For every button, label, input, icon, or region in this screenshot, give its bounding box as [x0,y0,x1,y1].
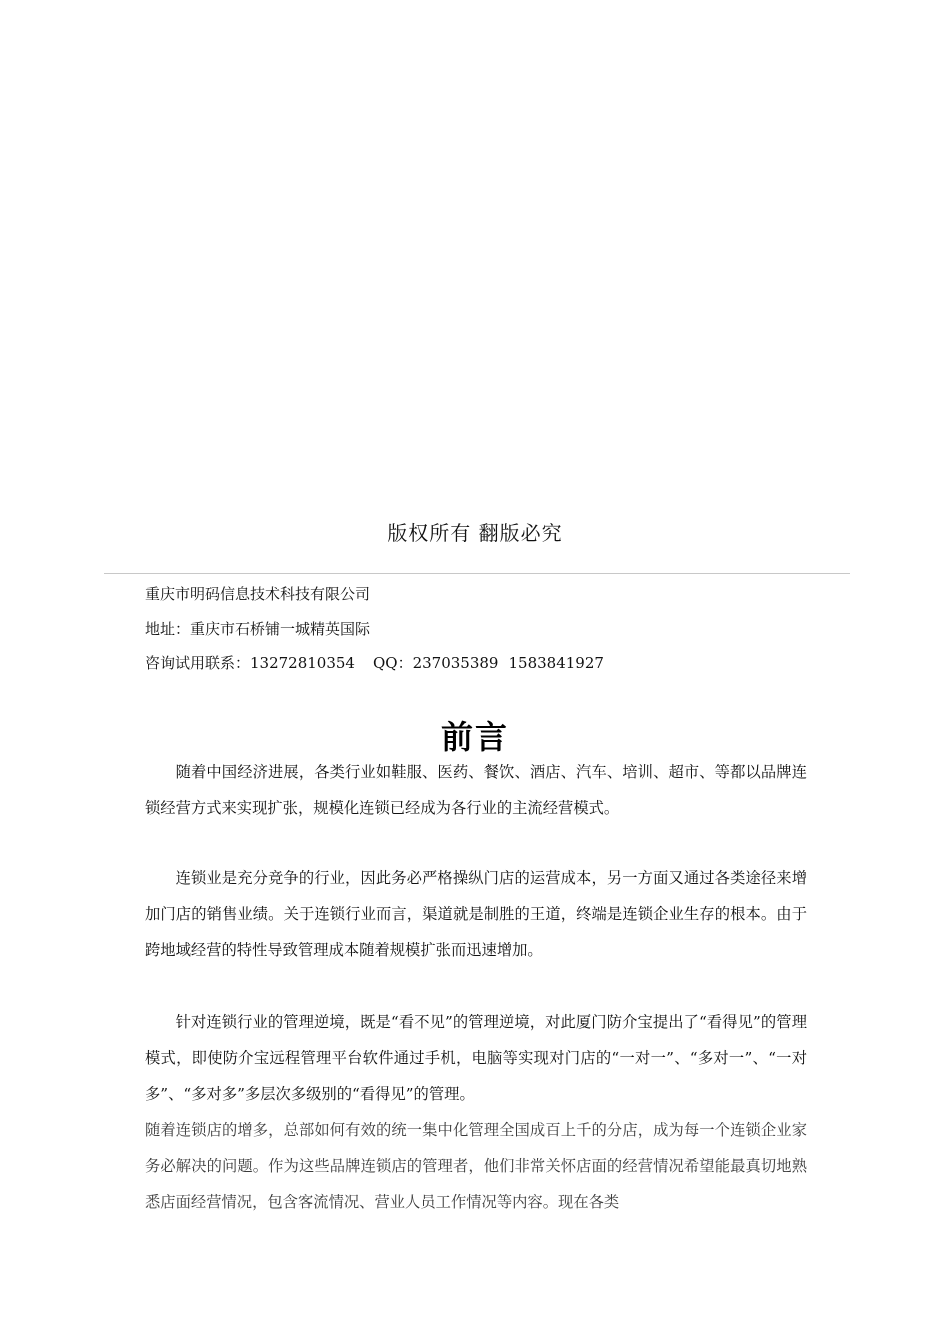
preface-paragraph-1: 随着中国经济进展，各类行业如鞋服、医药、餐饮、酒店、汽车、培训、超市、等都以品牌连锁经营方式来实现扩张，规模化连锁已经成为各行业的主流经营模式。 [145,763,807,817]
contact-phone-2: 1583841927 [508,654,604,672]
divider-line [104,573,850,574]
company-address: 地址：重庆市石桥铺一城精英国际 [145,620,371,638]
company-name: 重庆市明码信息技术科技有限公司 [145,585,371,603]
contact-qq: QQ：237035389 [372,654,499,672]
copyright-notice: 版权所有 翻版必究 [387,521,563,545]
preface-title: 前言 [440,718,509,756]
contact-phone-label: 咨询试用联系：13272810354 [145,654,355,672]
preface-paragraph-2: 连锁业是充分竞争的行业，因此务必严格操纵门店的运营成本，另一方面又通过各类途径来增加门店的销售业绩。关于连锁行业而言，渠道就是制胜的王道，终端是连锁企业生存的根本。由于跨地域经营的特性导致管理成本随着规模扩张而迅速增加。 [145,869,807,959]
preface-paragraph-4: 随着连锁店的增多，总部如何有效的统一集中化管理全国成百上千的分店，成为每一个连锁企业家务必解决的问题。作为这些品牌连锁店的管理者，他们非常关怀店面的经营情况希望能最真切地熟悉店面经营情况，包含客流情况、营业人员工作情况等内容。现在各类 [145,1121,807,1211]
preface-paragraph-3: 针对连锁行业的管理逆境，既是“看不见”的管理逆境，对此厦门防介宝提出了“看得见”的管理模式，即使防介宝远程管理平台软件通过手机，电脑等实现对门店的“一对一”、“多对一”、“一对多”、“多对多”多层次多级别的“看得见”的管理。 [145,1013,807,1103]
contact-line [145,652,604,673]
